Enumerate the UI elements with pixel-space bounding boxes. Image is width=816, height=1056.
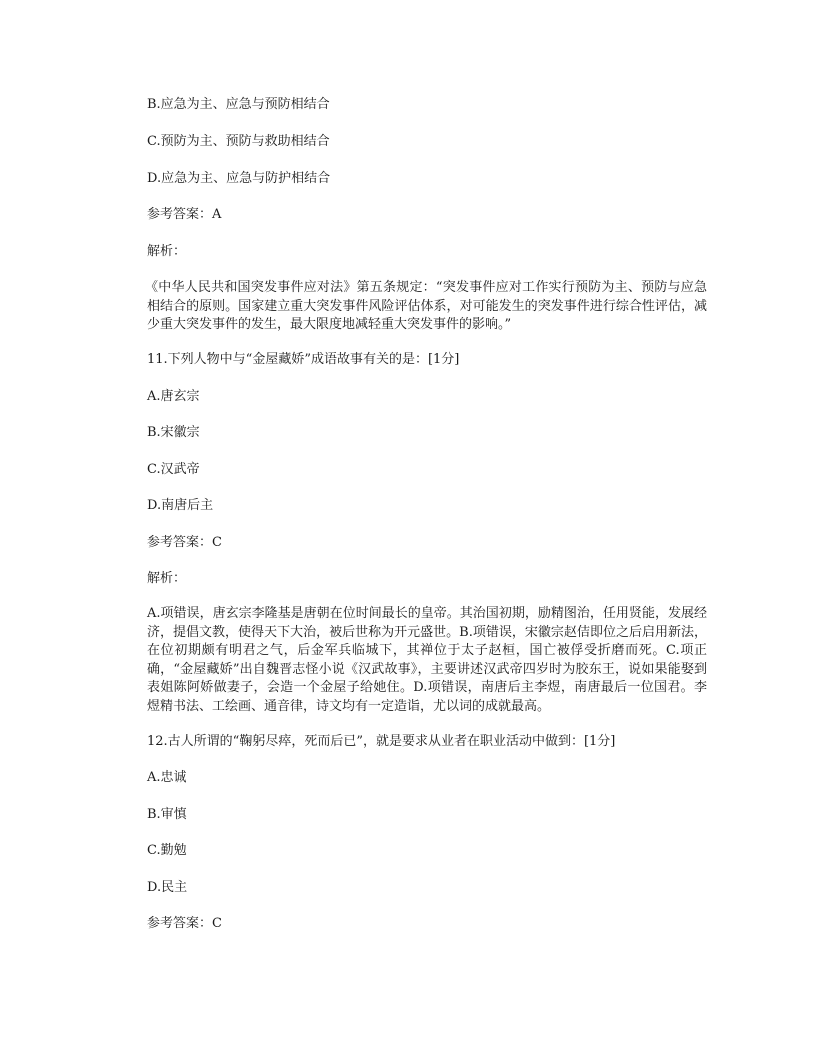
q10-option-d: D.应急为主、应急与防护相结合: [147, 171, 331, 186]
q11-analysis-label: 解析：: [147, 571, 187, 586]
q12-answer: 参考答案：C: [147, 916, 222, 931]
q12-question: 12.古人所谓的“鞠躬尽瘁，死而后已”，就是要求从业者在职业活动中做到：[1分]: [147, 734, 616, 749]
q12-option-c: C.勤勉: [147, 843, 187, 858]
q11-analysis-text: A.项错误，唐玄宗李隆基是唐朝在位时间最长的皇帝。其治国初期，励精图治，任用贤能，发展经济，提倡文教，使得天下大治，被后世称为开元盛世。B.项错误，宋徽宗赵佶即位之后启用新法，在位初期颇有明君之气，后金军兵临城下，其禅位于太子赵桓，国亡被俘受折磨而死。C.项正确，“金屋藏娇”出自魏晋志怪小说《汉武故事》，主要讲述汉武帝四岁时为胶东王，说如果能娶到表姐陈阿娇做妻子，会造一个金屋子给她住。D.项错误，南唐后主李煜，南唐最后一位国君。李煜精书法、工绘画、通音律，诗文均有一定造诣，尤以词的成就最高。: [147, 606, 707, 714]
q10-answer: 参考答案：A: [147, 207, 222, 222]
q11-option-b: B.宋徽宗: [147, 425, 200, 440]
q11-option-d: D.南唐后主: [147, 498, 214, 513]
q11-option-a: A.唐玄宗: [147, 389, 200, 404]
q11-question: 11.下列人物中与“金屋藏娇”成语故事有关的是：[1分]: [147, 352, 460, 367]
q12-option-d: D.民主: [147, 880, 188, 895]
q10-option-c: C.预防为主、预防与救助相结合: [147, 134, 330, 149]
q12-option-b: B.审慎: [147, 807, 187, 822]
q12-option-a: A.忠诚: [147, 770, 187, 785]
q11-option-c: C.汉武帝: [147, 462, 200, 477]
q11-answer: 参考答案：C: [147, 535, 222, 550]
q10-option-b: B.应急为主、应急与预防相结合: [147, 97, 330, 112]
q10-analysis-text: 《中华人民共和国突发事件应对法》第五条规定：“突发事件应对工作实行预防为主、预防与应急相结合的原则。国家建立重大突发事件风险评估体系，对可能发生的突发事件进行综合性评估，减少重大突发事件的发生，最大限度地减轻重大突发事件的影响。”: [145, 280, 707, 332]
q10-analysis-label: 解析：: [147, 244, 187, 259]
